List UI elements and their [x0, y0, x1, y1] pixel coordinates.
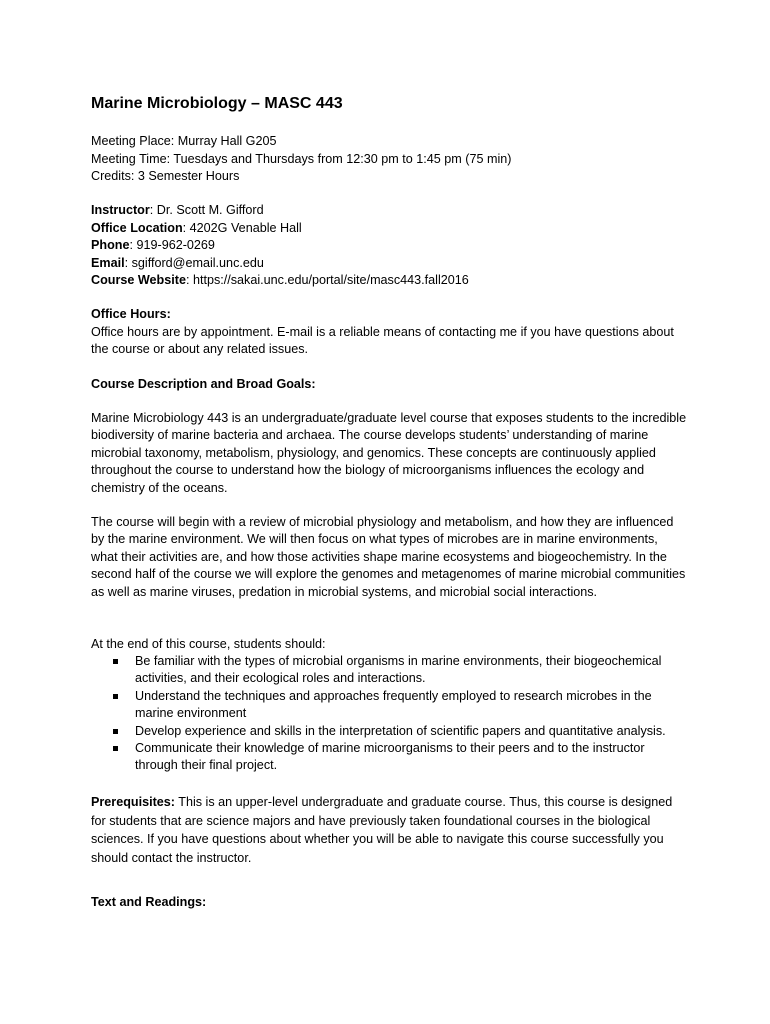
- office-location-line: [91, 220, 302, 237]
- list-item: [91, 688, 675, 723]
- instructor-value: : Dr. Scott M. Gifford: [149, 203, 264, 217]
- email-value: : sgifford@email.unc.edu: [124, 255, 264, 270]
- email-label: Email: [91, 255, 125, 270]
- phone-value: : 919-962-0269: [129, 238, 215, 252]
- prerequisites-text: This is an upper-level undergraduate and graduate course. Thus, this course is designed for students that are science majors and have previously taken foundational courses in the biological sciences. If you have questions about whether you will be able to navigate this course successfully you should contact the instructor.: [91, 795, 673, 865]
- office-location-label: Office Location: [91, 220, 183, 235]
- square-bullet-icon: [113, 729, 118, 734]
- list-item: [91, 723, 675, 740]
- list-item: [91, 653, 675, 688]
- outcome-text: Be familiar with the types of microbial organisms in marine environments, their biogeochemical activities, and their ecological roles and interactions.: [135, 654, 662, 686]
- office-hours-text: Office hours are by appointment. E-mail is a reliable means of contacting me if you have questions about the course or about any related issues.: [91, 324, 674, 356]
- phone-label: Phone: [91, 238, 130, 252]
- course-description-heading: Course Description and Broad Goals:: [91, 377, 316, 391]
- text-and-readings-heading: Text and Readings:: [91, 895, 207, 909]
- office-location-value: : 4202G Venable Hall: [182, 220, 302, 235]
- description-paragraph-2: The course will begin with a review of microbial physiology and metabolism, and how they are influenced by the marine environment. We will then focus on what types of microbes are in marine environments, what their activities are, and how those activities shape marine ecosystems and biogeochemistry. In the second half of the course we will explore the genomes and metagenomes of marine microbial communities as well as marine viruses, predation in microbial systems, and microbial social interactions.: [91, 515, 686, 599]
- prerequisites-label: Prerequisites:: [91, 795, 175, 809]
- list-item: [91, 740, 675, 775]
- description-paragraph-1: Marine Microbiology 443 is an undergraduate/graduate level course that exposes students to the incredible biodiversity of marine bacteria and archaea. The course develops students’ understanding of marine microbial taxonomy, metabolism, physiology, and genomics. These concepts are continuously applied throughout the course to understand how the biology of microorganisms influences the ecology and chemistry of the oceans.: [91, 411, 687, 495]
- email-line: [91, 255, 264, 272]
- instructor-label: Instructor: [91, 203, 150, 217]
- credits: Credits: 3 Semester Hours: [91, 169, 240, 183]
- phone-line: [91, 237, 215, 254]
- outcomes-intro: At the end of this course, students should:: [91, 637, 326, 651]
- square-bullet-icon: [113, 694, 118, 699]
- course-website-value: : https://sakai.unc.edu/portal/site/masc443.fall2016: [185, 273, 469, 287]
- outcome-text: Develop experience and skills in the interpretation of scientific papers and quantitative analysis.: [135, 723, 666, 738]
- meeting-place: Meeting Place: Murray Hall G205: [91, 134, 277, 148]
- course-website-label: Course Website: [91, 273, 186, 287]
- outcome-text: Communicate their knowledge of marine microorganisms to their peers and to the instructor through their final project.: [135, 741, 645, 773]
- square-bullet-icon: [113, 659, 118, 664]
- course-title: Marine Microbiology – MASC 443: [91, 95, 343, 112]
- meeting-time: Meeting Time: Tuesdays and Thursdays from 12:30 pm to 1:45 pm (75 min): [91, 151, 512, 166]
- square-bullet-icon: [113, 746, 118, 751]
- office-hours-heading: Office Hours:: [91, 307, 171, 321]
- outcome-text: Understand the techniques and approaches frequently employed to research microbes in the marine environment: [135, 688, 652, 721]
- learning-outcomes-list: [91, 653, 691, 775]
- instructor-line: [91, 202, 264, 219]
- course-website-line: [91, 272, 469, 289]
- prerequisites-paragraph: [91, 793, 687, 867]
